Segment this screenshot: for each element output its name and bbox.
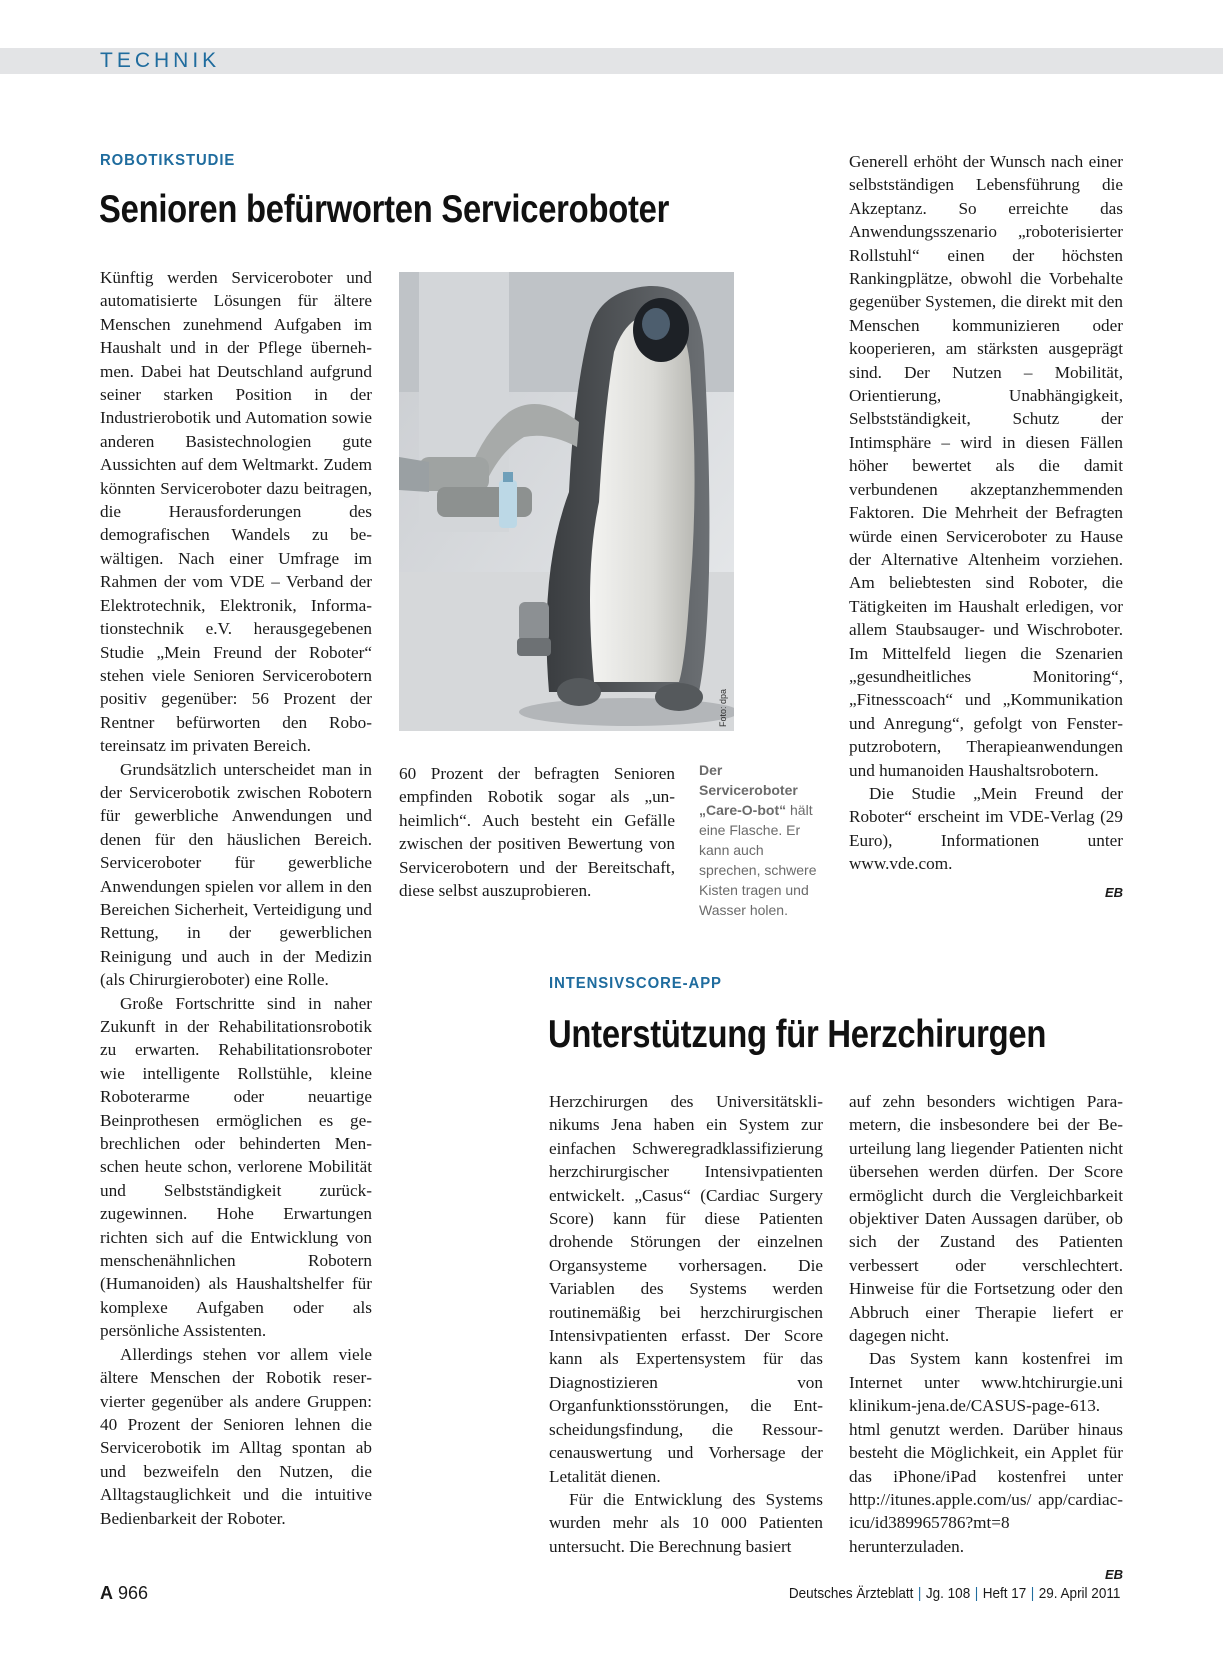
article2-title: Unterstützung für Herzchirurgen xyxy=(548,1013,1047,1056)
article1-signature: EB xyxy=(1104,884,1123,900)
paragraph: Herzchirurgen des Universitätsklinikums Jena haben ein System zur einfachen Schweregradklassifizierung herzchirurgischer Intensivpatienten entwickelt. „Casus“ (Cardiac Surgery Score) kann für diese Patienten drohende Störungen der einzelnen Organsysteme vorhersagen. Die Variablen des Systems werden routinemäßig bei herzchirurgischen Intensivpatienten erfasst. Der Score kann als Expertensystem für das Diagnostizieren von Organfunktionsstörungen, die Entscheidungsfindung, die Ressourcenauswertung und Vorhersage der Letalität dienen. xyxy=(549,1092,823,1486)
article1-column-3 xyxy=(849,150,1123,904)
paragraph: Künftig werden Serviceroboter und automatisierte Lösungen für ältere Menschen zunehmend Aufgaben im Haushalt und in der Pflege übernehmen. Dabei hat Deutschland aufgrund seiner starken Position in der Industrierobotik und Automation sowie anderen Basistechnologien gute Aussichten auf dem Weltmarkt. Zudem könnten Serviceroboter dazu beitragen, die Herausforderungen des demografischen Wandels zu bewältigen. Nach einer Umfrage im Rahmen der vom VDE – Verband der Elektrotechnik, Elektronik, Informationstechnik e.V. herausgegebenen Studie „Mein Freund der Roboter“ stehen viele Senioren Servicerobotern positiv gegenüber: 56 Prozent der Rentner befürworten den Robotereinsatz im privaten Bereich. xyxy=(100,268,372,756)
journal-volume: Jg. 108 xyxy=(925,1585,970,1602)
robot-photo xyxy=(399,272,734,731)
journal-issue: Heft 17 xyxy=(982,1585,1026,1602)
article1-kicker: ROBOTIKSTUDIE xyxy=(100,152,236,169)
paragraph: Große Fortschritte sind in naher Zukunft in der Rehabilitationsrobotik zu erwarten. Rehabilitationsroboter wie intelligente Rollstühle, kleine Roboterarme oder neuartige Beinprothesen ermöglichen es gebrechlichen oder behinderten Menschen heute schon, verlorene Mobilität und Selbstständigkeit zurückzugewinnen. Hohe Erwartungen richten sich auf die Entwicklung von menschenähnlichen Robotern (Humanoiden) als Haushaltshelfer für komplexe Aufgaben oder als persönliche Assistenten. xyxy=(100,993,372,1341)
paragraph: Die Studie „Mein Freund der Roboter“ erscheint im VDE-Verlag (29 Euro), Informationen unter www.vde.com. xyxy=(849,783,1123,874)
paragraph: Grundsätzlich unterscheidet man in der Servicerobotik zwischen Robotern für gewerbliche Anwendungen und denen für den häuslichen Bereich. Serviceroboter für gewerbliche Anwendungen spielen vor allem in den Bereichen Sicherheit, Verteidigung und Rettung, in der gewerblichen Reinigung und auch in der Medizin (als Chirurgieroboter) eine Rolle. xyxy=(100,759,372,990)
separator: | xyxy=(917,1585,922,1602)
article1-title: Senioren befürworten Serviceroboter xyxy=(99,188,670,231)
caption-title: Der Serviceroboter „Care-O-bot“ xyxy=(699,762,798,818)
article1-column-2 xyxy=(399,762,675,902)
paragraph: Für die Entwicklung des Systems wurden mehr als 10 000 Patienten untersucht. Die Berechnung basiert xyxy=(549,1489,823,1556)
journal-name: Deutsches Ärzteblatt xyxy=(788,1585,914,1602)
caption-text: hält eine Flasche. Er kann auch sprechen, schwere Kisten tragen und Wasser holen. xyxy=(699,802,817,918)
article2-column-1 xyxy=(549,1090,823,1558)
paragraph: Allerdings stehen vor allem viele ältere Menschen der Robotik reservierter gegenüber als andere Gruppen: 40 Prozent der Senioren lehnen die Servicerobotik im Alltag spontan ab und bezweifeln den Nutzen, die Alltagstauglichkeit und die intuitive Bedienbarkeit der Roboter. xyxy=(100,1344,372,1528)
separator: | xyxy=(1030,1585,1034,1602)
page-prefix: A xyxy=(100,1583,113,1603)
care-o-bot-illustration xyxy=(399,272,734,731)
paragraph: Generell erhöht der Wunsch nach einer selbstständigen Lebensführung die Akzeptanz. So erreichte das Anwendungsszenario „roboterisierter Rollstuhl“ einen der höchsten Rankingplätze, obwohl die Vorbehalte gegenüber Systemen, die direkt mit den Menschen kommunizieren oder kooperieren, am stärksten ausgeprägt sind. Der Nutzen – Mobilität, Orientierung, Unabhängigkeit, Selbstständigkeit, Schutz der Intimsphäre – wird in diesen Fällen höher bewertet als die damit verbundenen akzeptanzhemmenden Faktoren. Die Mehrheit der Befragten würde einen Serviceroboter zu Hause der Alternative Altenheim vorziehen. Am beliebtesten sind Roboter, die Tätigkeiten im Haushalt erledigen, vor allem Staubsauger- und Wischroboter. Im Mittelfeld liegen die Szenarien „gesundheitliches Monitoring“, „Fitnesscoach“ und „Kommunikation und Anregung“, gefolgt von Fensterputzrobotern, Therapieanwendungen und humanoiden Haushaltsrobotern. xyxy=(849,152,1123,780)
photo-caption xyxy=(699,760,819,920)
page-number xyxy=(100,1583,148,1604)
article1-column-1 xyxy=(100,266,372,1530)
article2-signature: EB xyxy=(1104,1567,1123,1583)
paragraph: 60 Prozent der befragten Senioren empfinden Robotik sogar als „unheimlich“. Auch besteht ein Gefälle zwischen der positiven Bewertung von Servicerobotern und der Bereitschaft, diese selbst auszuprobieren. xyxy=(399,764,675,901)
article2-kicker: INTENSIVSCORE-APP xyxy=(549,975,722,992)
article2-column-2 xyxy=(849,1090,1123,1587)
journal-info xyxy=(788,1585,1120,1602)
section-label: TECHNIK xyxy=(100,49,221,72)
separator: | xyxy=(974,1585,978,1602)
paragraph: Das System kann kostenfrei im Internet unter www.htchirurgie.uni klinikum-jena.de/CASUS-page-613. html genutzt werden. Darüber hinaus besteht die Möglichkeit, ein Applet für das iPhone/iPad kostenfrei unter http://itunes.apple.com/us/ app/cardiac-icu/id389965786?mt=8 herunterzuladen. xyxy=(849,1349,1123,1556)
photo-credit: Foto: dpa xyxy=(718,688,728,727)
journal-date: 29. April 2011 xyxy=(1038,1585,1120,1602)
paragraph: auf zehn besonders wichtigen Parametern, die insbesondere bei der Beurteilung lang liegender Patienten nicht übersehen werden dürfen. Der Score ermöglicht durch die Vergleichbarkeit objektiver Daten Aussagen darüber, ob sich der Zustand des Patienten verbessert oder verschlechtert. Hinweise für die Fortsetzung oder den Abbruch einer Therapie liefert er dagegen nicht. xyxy=(849,1092,1123,1346)
page-number-value: 966 xyxy=(118,1583,149,1603)
